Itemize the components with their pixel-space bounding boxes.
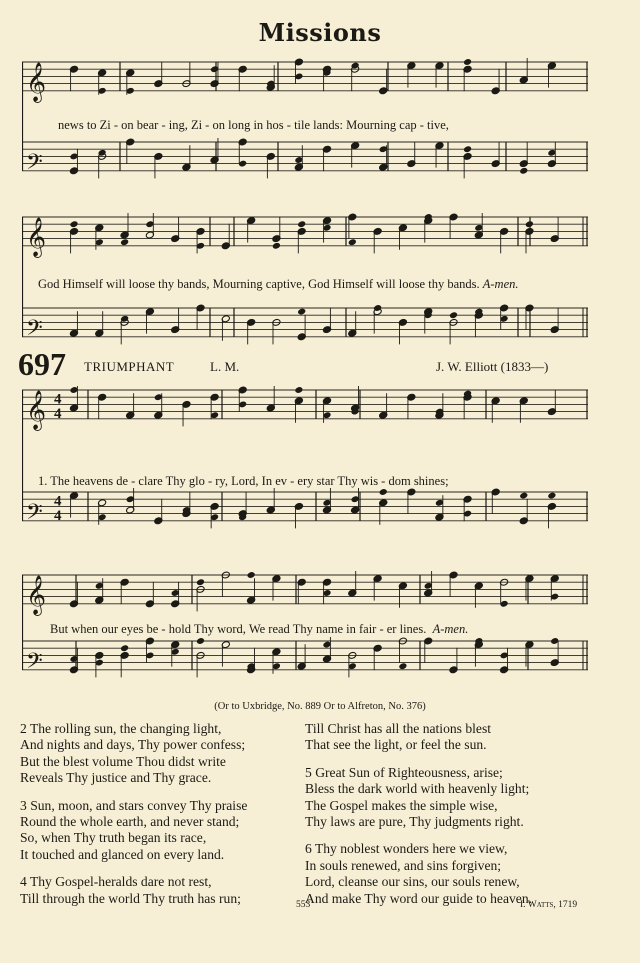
stanza-line: Thy laws are pure, Thy judgments right. xyxy=(305,814,524,830)
stanza-line: Till through the world Thy truth has run; xyxy=(20,890,241,906)
note-head xyxy=(297,220,306,228)
lyric-line: 1. The heavens de - clare Thy glo - ry, Lord, In ev - ery star Thy wis - dom shines; xyxy=(38,474,449,488)
note-head xyxy=(547,492,556,500)
note-head xyxy=(247,571,256,579)
note-head xyxy=(120,238,129,246)
note-head xyxy=(449,311,458,319)
treble-clef-icon: 𝄞 xyxy=(26,61,47,102)
stanza-line: Lord, cleanse our sins, our souls renew, xyxy=(305,874,520,890)
hymn-number: 697 xyxy=(18,346,66,382)
note-head xyxy=(463,145,472,153)
stanza-line: 5 Great Sun of Righteousness, arise; xyxy=(305,764,503,780)
lyric-text: God Himself will loose thy bands, Mourning captive, God Himself will loose thy bands. xyxy=(38,277,480,291)
hymn-author: I. Watts, 1719 xyxy=(520,900,578,910)
stanza-line: Reveals Thy justice and Thy grace. xyxy=(20,770,212,786)
amen-text: A-men. xyxy=(482,277,519,291)
note-head xyxy=(196,637,205,645)
time-signature: 4 xyxy=(54,391,62,408)
stanza xyxy=(305,721,625,754)
stanza-line: 6 Thy noblest wonders here we view, xyxy=(305,841,508,857)
stanza-line: And make Thy word our guide to heaven. xyxy=(305,890,533,906)
time-signature: 4 xyxy=(54,493,62,510)
stanza-line: And nights and days, Thy power confess; xyxy=(20,737,246,753)
stanza-line: That see the light, or feel the sun. xyxy=(305,737,487,753)
tune-name: TRIUMPHANT xyxy=(84,359,175,374)
lyric-line xyxy=(38,277,519,292)
treble-clef-icon: 𝄞 xyxy=(26,574,47,615)
note-head xyxy=(196,578,205,586)
page-title: Missions xyxy=(258,18,382,47)
stanza xyxy=(20,874,310,907)
bass-clef-icon: 𝄢 xyxy=(26,499,43,530)
stanza xyxy=(305,841,625,907)
bass-clef-icon: 𝄢 xyxy=(26,149,43,180)
stanzas-left-column xyxy=(20,721,310,918)
stanza-line: In souls renewed, and sins forgiven; xyxy=(305,857,502,873)
note-head xyxy=(463,58,472,66)
stanza xyxy=(20,798,310,864)
note-head xyxy=(525,220,534,228)
composer: J. W. Elliott (1833—) xyxy=(436,359,549,374)
time-signature: 4 xyxy=(54,405,62,422)
note-head xyxy=(272,242,281,250)
note-head xyxy=(519,492,528,500)
stanza xyxy=(305,765,625,831)
alternate-tunes-note: (Or to Uxbridge, No. 889 Or to Alfreton, No. 376) xyxy=(214,701,426,712)
bass-clef-icon: 𝄢 xyxy=(26,315,43,346)
treble-clef-icon: 𝄞 xyxy=(26,216,47,257)
stanza-line: Till Christ has all the nations blest xyxy=(305,721,492,736)
stanza-line: 4 Thy Gospel-heralds dare not rest, xyxy=(20,874,212,890)
note-head xyxy=(348,238,357,246)
stanza-line: The Gospel makes the simple wise, xyxy=(305,797,498,813)
note-head xyxy=(120,644,129,652)
stanza-line: 2 The rolling sun, the changing light, xyxy=(20,721,222,736)
meter: L. M. xyxy=(210,359,240,374)
page-number: 553 xyxy=(296,900,311,910)
stanza-line: 3 Sun, moon, and stars convey Thy praise xyxy=(20,797,248,813)
bass-clef-icon: 𝄢 xyxy=(26,648,43,679)
treble-clef-icon: 𝄞 xyxy=(26,389,47,430)
stanzas-right-column xyxy=(305,721,625,918)
stanza-line: But the blest volume Thou didst write xyxy=(20,753,226,769)
stanza-line: Bless the dark world with heavenly light; xyxy=(305,781,530,797)
stanza-line: So, when Thy truth began its race, xyxy=(20,830,207,846)
note-head xyxy=(519,167,528,175)
stanza-line: It touched and glanced on every land. xyxy=(20,846,225,862)
lyric-text: But when our eyes be - hold Thy word, We read Thy name in fair - er lines. xyxy=(50,622,427,636)
lyric-line: news to Zi - on bear - ing, Zi - on long in hos - tile lands: Mourning cap - tive, xyxy=(58,118,449,132)
note-head xyxy=(398,662,407,670)
note-head xyxy=(297,308,306,316)
stanza-line: Round the whole earth, and never stand; xyxy=(20,814,240,830)
stanza xyxy=(20,721,310,787)
note-head xyxy=(379,488,388,496)
note-head xyxy=(69,220,78,228)
note-head xyxy=(294,386,303,394)
amen-text: A-men. xyxy=(432,622,469,636)
time-signature: 4 xyxy=(54,507,62,524)
lyric-line xyxy=(50,622,468,637)
